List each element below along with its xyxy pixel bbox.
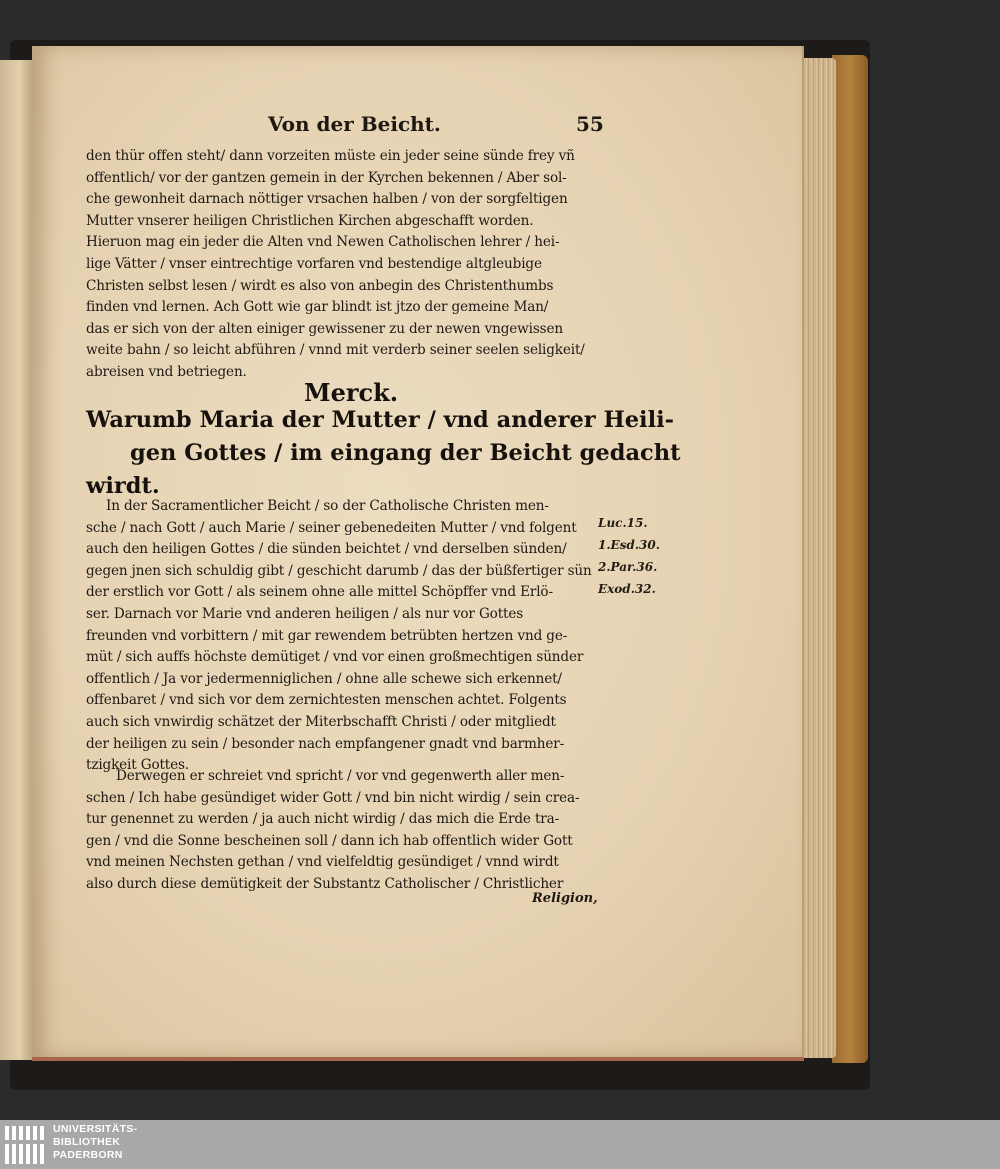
text-line: tzigkeit Gottes. — [86, 757, 189, 774]
text-line: Mutter vnserer heiligen Christlichen Kirchen abgeschafft worden. — [86, 212, 534, 229]
paragraph-3 — [86, 766, 594, 896]
margin-note: Luc.15. — [598, 516, 648, 530]
text-line: sche / nach Gott / auch Marie / seiner gebenedeiten Mutter / vnd folgent — [86, 519, 577, 536]
margin-note: 1.Esd.30. — [598, 538, 660, 552]
section-label-merck: Merck. — [304, 378, 399, 407]
page-number: 55 — [576, 112, 604, 136]
running-head: Von der Beicht. — [268, 112, 441, 136]
text-line: freunden vnd vorbittern / mit gar rewendem betrübten hertzen vnd ge- — [86, 627, 568, 644]
heading-line: gen Gottes / im eingang der Beicht gedacht — [130, 440, 681, 466]
heading-line: wirdt. — [86, 473, 160, 499]
text-line: In der Sacramentlicher Beicht / so der Catholische Christen men- — [106, 498, 549, 514]
text-line: offentlich / Ja vor jedermenniglichen / ohne alle schewe sich erkennet/ — [86, 670, 562, 687]
library-name-line: PADERBORN — [53, 1149, 123, 1161]
text-line: den thür offen steht/ dann vorzeiten müste ein jeder seine sünde frey vñ — [86, 148, 575, 164]
text-line: finden vnd lernen. Ach Gott wie gar blindt ist jtzo der gemeine Man/ — [86, 299, 549, 316]
red-page-edge — [32, 1057, 804, 1061]
library-footer-bar — [0, 1120, 1000, 1169]
text-line: auch den heiligen Gottes / die sünden beichtet / vnd derselben sünden/ — [86, 541, 567, 558]
text-line: das er sich von der alten einiger gewissener zu der newen vngewissen — [86, 320, 564, 337]
text-line: Derwegen er schreiet vnd spricht / vor vnd gegenwerth aller men- — [116, 768, 565, 784]
text-line: schen / Ich habe gesündiget wider Gott / vnd bin nicht wirdig / sein crea- — [86, 789, 580, 806]
text-line: abreisen vnd betriegen. — [86, 363, 247, 380]
text-line: offenbaret / vnd sich vor dem zernichtesten menschen achtet. Folgents — [86, 692, 567, 709]
text-line: Christen selbst lesen / wirdt es also von anbegin des Christenthumbs — [86, 277, 554, 294]
text-line: gen / vnd die Sonne bescheinen soll / dann ich hab offentlich wider Gott — [86, 832, 573, 849]
text-line: auch sich vnwirdig schätzet der Miterbschafft Christi / oder mitgliedt — [86, 713, 556, 730]
text-line: weite bahn / so leicht abführen / vnnd mit verderb seiner seelen seligkeit/ — [86, 342, 585, 359]
library-logo-icon — [4, 1124, 48, 1166]
page-stack — [800, 58, 836, 1058]
paragraph-1 — [86, 146, 594, 384]
text-line: also durch diese demütigkeit der Substantz Catholischer / Christlicher — [86, 875, 564, 892]
heading-line: Warumb Maria der Mutter / vnd anderer Heili- — [86, 407, 675, 433]
catchword: Religion, — [532, 891, 598, 906]
text-line: der erstlich vor Gott / als seinem ohne alle mittel Schöpffer vnd Erlö- — [86, 584, 553, 601]
text-line: gegen jnen sich schuldig gibt / geschicht darumb / das der büßfertiger sün — [86, 562, 592, 579]
text-line: vnd meinen Nechsten gethan / vnd vielfeldtig gesündiget / vnnd wirdt — [86, 854, 559, 871]
library-name-line: UNIVERSITÄTS- — [53, 1123, 138, 1135]
section-heading — [86, 404, 681, 503]
text-line: ser. Darnach vor Marie vnd anderen heiligen / als nur vor Gottes — [86, 605, 524, 622]
text-line: lige Vätter / vnser eintrechtige vorfaren vnd bestendige altgleubige — [86, 255, 542, 272]
margin-note: 2.Par.36. — [598, 560, 658, 574]
book-cover — [832, 55, 868, 1063]
margin-note: Exod.32. — [598, 582, 656, 596]
library-name — [53, 1123, 137, 1162]
library-name-line: BIBLIOTHEK — [53, 1136, 121, 1148]
text-line: müt / sich auffs höchste demütiget / vnd vor einen großmechtigen sünder — [86, 649, 584, 666]
text-line: der heiligen zu sein / besonder nach empfangener gnadt vnd barmher- — [86, 735, 565, 752]
left-page-edge — [0, 60, 33, 1060]
text-line: tur genennet zu werden / ja auch nicht wirdig / das mich die Erde tra- — [86, 811, 560, 828]
text-line: offentlich/ vor der gantzen gemein in der Kyrchen bekennen / Aber sol- — [86, 169, 567, 186]
paragraph-2 — [86, 496, 594, 777]
text-line: Hieruon mag ein jeder die Alten vnd Newen Catholischen lehrer / hei- — [86, 234, 560, 251]
text-line: che gewonheit darnach nöttiger vrsachen halben / von der sorgfeltigen — [86, 191, 568, 208]
